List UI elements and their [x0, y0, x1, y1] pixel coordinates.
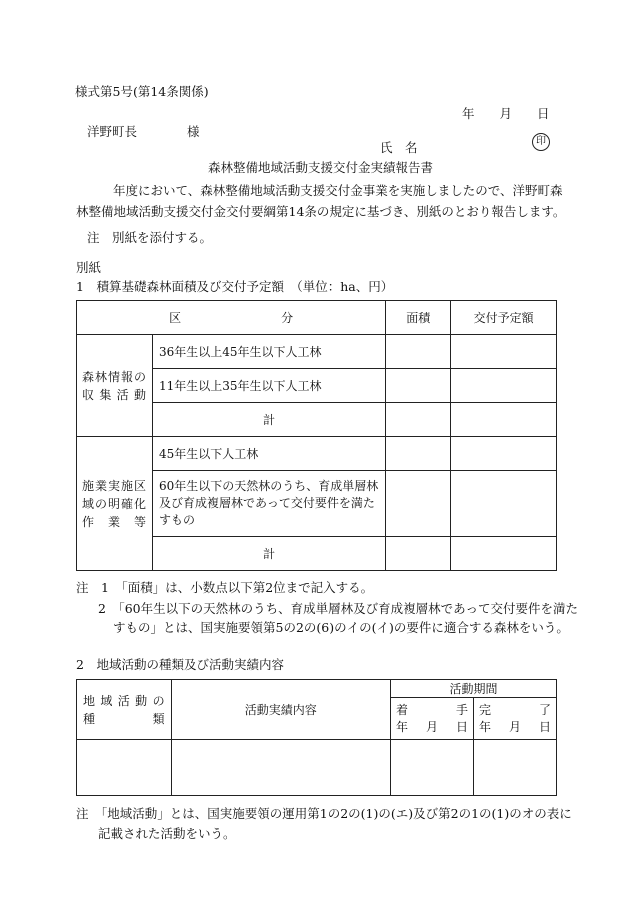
- group1-total-area: [386, 403, 451, 437]
- area-amount-table: [76, 300, 557, 571]
- activity-table: [76, 679, 557, 796]
- name-label: 氏 名: [380, 140, 418, 155]
- group2-row-1-amount: [451, 437, 557, 471]
- header-amount: 交付予定額: [451, 301, 557, 335]
- header-category: 区 分: [77, 301, 386, 335]
- group1-row-2-amount: [451, 369, 557, 403]
- group1-label: 森林情報の収集活動: [77, 335, 153, 437]
- body-line-1: 年度において、森林整備地域活動支援交付金事業を実施しましたので、洋野町森: [113, 183, 563, 198]
- end-header: 完 了 年 月 日: [473, 698, 556, 740]
- activity-period-header: 活動期間: [390, 680, 556, 698]
- group1-row-2-area: [386, 369, 451, 403]
- attachment-note: 注 別紙を添付する。: [87, 230, 213, 245]
- table2-note-line-1: 注 「地域活動」とは、国実施要領の運用第1の2の(1)の(エ)及び第2の1の(1)のオの表に: [76, 806, 572, 821]
- table2-note-line-2: 記載された活動をいう。: [98, 826, 236, 841]
- table1-note-1: 注 1 「面積」は、小数点以下第2位まで記入する。: [76, 580, 374, 595]
- activity-type-cell: [77, 740, 172, 796]
- seal-mark: 印: [532, 133, 550, 151]
- activity-content-header: 活動実績内容: [171, 680, 390, 740]
- group2-row-2-amount: [451, 471, 557, 537]
- header-area: 面積: [386, 301, 451, 335]
- group2-total-amount: [451, 537, 557, 571]
- group2-row-1-area: [386, 437, 451, 471]
- group1-total: 計: [152, 403, 385, 437]
- group2-row-2: 60年生以下の天然林のうち、育成単層林及び育成複層林であって交付要件を満たすもの: [152, 471, 385, 537]
- section1-title: 1 積算基礎森林面積及び交付予定額 （単位：ha、円）: [76, 279, 394, 294]
- start-header: 着 手 年 月 日: [390, 698, 473, 740]
- group2-row-1: 45年生以下人工林: [152, 437, 385, 471]
- report-date: 年 月 日: [462, 106, 550, 121]
- table1-note-2-line-2: すもの」とは、国実施要領第5の2の(6)のイの(イ)の要件に適合する森林をいう。: [113, 620, 569, 635]
- document-title: 森林整備地域活動支援交付金実績報告書: [208, 160, 434, 175]
- group1-row-1-amount: [451, 335, 557, 369]
- activity-content-cell: [171, 740, 390, 796]
- section2-title: 2 地域活動の種類及び活動実績内容: [76, 657, 284, 672]
- end-date-cell: [473, 740, 556, 796]
- body-line-2: 林整備地域活動支援交付金交付要綱第14条の規定に基づき、別紙のとおり報告します。: [76, 204, 566, 219]
- group2-total: 計: [152, 537, 385, 571]
- group1-row-1-area: [386, 335, 451, 369]
- group1-row-1: 36年生以上45年生以下人工林: [152, 335, 385, 369]
- form-number: 様式第5号(第14条関係): [75, 84, 209, 99]
- group1-row-2: 11年生以上35年生以下人工林: [152, 369, 385, 403]
- group2-label: 施業実施区域の明確化作業等: [77, 437, 153, 571]
- appendix-label: 別紙: [76, 260, 102, 275]
- addressee: 洋野町長 様: [87, 124, 200, 139]
- group2-total-area: [386, 537, 451, 571]
- table1-note-2-line-1: 2 「60年生以下の天然林のうち、育成単層林及び育成複層林であって交付要件を満た: [98, 601, 578, 616]
- start-date-cell: [390, 740, 473, 796]
- activity-type-header: 地域活動の 種 類: [77, 680, 172, 740]
- group1-total-amount: [451, 403, 557, 437]
- group2-row-2-area: [386, 471, 451, 537]
